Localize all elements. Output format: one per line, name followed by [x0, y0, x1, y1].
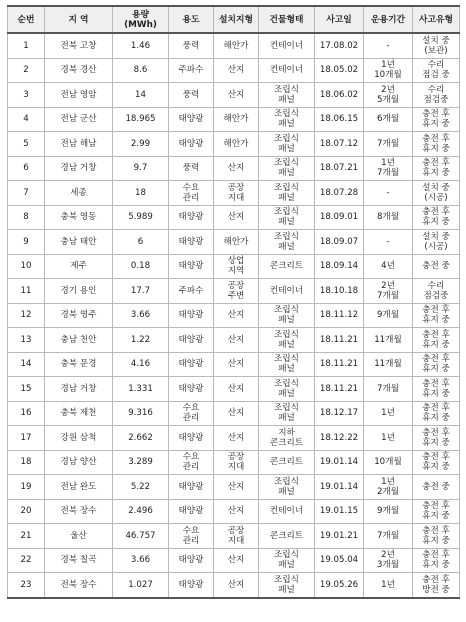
cell-building: 컨테이너 [259, 58, 315, 83]
cell-usage: 태양광 [169, 328, 214, 353]
cell-operation-period: - [364, 230, 413, 255]
ess-accident-table [7, 5, 460, 599]
cell-usage: 태양광 [169, 426, 214, 451]
table-row [8, 107, 460, 132]
cell-accident-type: 충전 후 휴지 중 [413, 377, 460, 402]
cell-usage: 풍력 [169, 33, 214, 58]
cell-accident-date: 18.07.21 [315, 156, 364, 181]
cell-region: 경남 거창 [45, 156, 113, 181]
cell-number: 15 [8, 377, 45, 402]
cell-accident-date: 18.09.14 [315, 254, 364, 279]
cell-capacity: 18 [113, 181, 169, 206]
cell-region: 제주 [45, 254, 113, 279]
cell-operation-period: 6개월 [364, 107, 413, 132]
cell-terrain: 산지 [214, 475, 259, 500]
cell-number: 1 [8, 33, 45, 58]
cell-terrain: 해안가 [214, 230, 259, 255]
table-row [8, 401, 460, 426]
col-header-terrain: 설치지형 [214, 6, 259, 33]
col-header-capacity: 용량 (MWh) [113, 6, 169, 33]
cell-number: 16 [8, 401, 45, 426]
cell-region: 전남 영암 [45, 83, 113, 108]
cell-usage: 태양광 [169, 377, 214, 402]
cell-number: 5 [8, 132, 45, 157]
cell-number: 12 [8, 303, 45, 328]
cell-terrain: 해안가 [214, 33, 259, 58]
cell-operation-period: 1년 7개월 [364, 156, 413, 181]
table-row [8, 156, 460, 181]
cell-number: 18 [8, 450, 45, 475]
cell-building: 조립식 패널 [259, 401, 315, 426]
cell-accident-date: 18.07.28 [315, 181, 364, 206]
cell-terrain: 산지 [214, 426, 259, 451]
cell-building: 조립식 패널 [259, 230, 315, 255]
col-header-usage: 용도 [169, 6, 214, 33]
cell-operation-period: 8개월 [364, 205, 413, 230]
cell-region: 전북 장수 [45, 499, 113, 524]
cell-accident-date: 19.01.21 [315, 524, 364, 549]
cell-capacity: 8.6 [113, 58, 169, 83]
table-row [8, 475, 460, 500]
cell-number: 11 [8, 279, 45, 304]
cell-usage: 태양광 [169, 548, 214, 573]
table-row [8, 377, 460, 402]
cell-accident-date: 18.11.21 [315, 328, 364, 353]
cell-building: 조립식 패널 [259, 328, 315, 353]
cell-accident-type: 충전 중 [413, 475, 460, 500]
cell-terrain: 산지 [214, 303, 259, 328]
cell-region: 충남 천안 [45, 328, 113, 353]
cell-building: 컨테이너 [259, 499, 315, 524]
cell-terrain: 산지 [214, 401, 259, 426]
table-row [8, 279, 460, 304]
cell-accident-date: 18.10.18 [315, 279, 364, 304]
cell-number: 17 [8, 426, 45, 451]
cell-capacity: 3.66 [113, 548, 169, 573]
cell-terrain: 공장 지대 [214, 524, 259, 549]
cell-capacity: 1.22 [113, 328, 169, 353]
cell-building: 컨테이너 [259, 33, 315, 58]
cell-usage: 태양광 [169, 352, 214, 377]
cell-building: 조립식 패널 [259, 107, 315, 132]
cell-building: 콘크리트 [259, 450, 315, 475]
col-header-accident-date: 사고일 [315, 6, 364, 33]
cell-usage: 풍력 [169, 156, 214, 181]
cell-capacity: 0.18 [113, 254, 169, 279]
cell-accident-date: 18.09.01 [315, 205, 364, 230]
cell-operation-period: - [364, 181, 413, 206]
cell-accident-type: 충전 후 휴지 중 [413, 303, 460, 328]
table-row [8, 450, 460, 475]
table-row [8, 573, 460, 598]
cell-terrain: 해안가 [214, 132, 259, 157]
table-row [8, 548, 460, 573]
cell-number: 14 [8, 352, 45, 377]
cell-region: 경북 칠곡 [45, 548, 113, 573]
cell-operation-period: 7개월 [364, 377, 413, 402]
cell-number: 9 [8, 230, 45, 255]
cell-accident-type: 수리 점검중 [413, 279, 460, 304]
cell-operation-period: 9개월 [364, 499, 413, 524]
table-row [8, 58, 460, 83]
cell-accident-type: 충전 후 휴지 중 [413, 156, 460, 181]
cell-accident-type: 충전 후 휴지 중 [413, 205, 460, 230]
table-row [8, 499, 460, 524]
cell-number: 3 [8, 83, 45, 108]
cell-terrain: 해안가 [214, 107, 259, 132]
cell-accident-type: 충전 후 휴지 중 [413, 107, 460, 132]
cell-usage: 풍력 [169, 83, 214, 108]
cell-region: 전남 군산 [45, 107, 113, 132]
cell-capacity: 2.662 [113, 426, 169, 451]
cell-operation-period: 2년 7개월 [364, 279, 413, 304]
cell-region: 울산 [45, 524, 113, 549]
accident-table-container [7, 5, 459, 599]
cell-capacity: 6 [113, 230, 169, 255]
cell-building: 콘크리트 [259, 524, 315, 549]
cell-usage: 주파수 [169, 58, 214, 83]
cell-accident-type: 충전 후 휴지 중 [413, 426, 460, 451]
cell-number: 7 [8, 181, 45, 206]
cell-region: 전북 고창 [45, 33, 113, 58]
cell-usage: 태양광 [169, 303, 214, 328]
cell-region: 경기 용인 [45, 279, 113, 304]
cell-capacity: 5.22 [113, 475, 169, 500]
cell-terrain: 공장 주변 [214, 279, 259, 304]
cell-operation-period: 2년 3개월 [364, 548, 413, 573]
col-header-accident-type: 사고유형 [413, 6, 460, 33]
cell-region: 전남 완도 [45, 475, 113, 500]
cell-region: 충북 영동 [45, 205, 113, 230]
cell-accident-type: 설치 중 (보관) [413, 33, 460, 58]
cell-building: 지하 콘크리트 [259, 426, 315, 451]
table-row [8, 33, 460, 58]
cell-capacity: 1.46 [113, 33, 169, 58]
cell-operation-period: 1년 10개월 [364, 58, 413, 83]
cell-accident-date: 18.06.15 [315, 107, 364, 132]
cell-accident-date: 19.01.14 [315, 450, 364, 475]
cell-terrain: 산지 [214, 83, 259, 108]
cell-number: 19 [8, 475, 45, 500]
cell-usage: 수요 관리 [169, 450, 214, 475]
cell-accident-type: 수리 점검중 [413, 83, 460, 108]
cell-terrain: 산지 [214, 499, 259, 524]
col-header-region: 지 역 [45, 6, 113, 33]
table-row [8, 181, 460, 206]
cell-accident-date: 18.12.22 [315, 426, 364, 451]
cell-operation-period: 7개월 [364, 524, 413, 549]
table-body [8, 33, 460, 598]
cell-building: 조립식 패널 [259, 181, 315, 206]
cell-accident-date: 18.06.02 [315, 83, 364, 108]
cell-building: 조립식 패널 [259, 475, 315, 500]
cell-capacity: 1.331 [113, 377, 169, 402]
cell-region: 경북 경산 [45, 58, 113, 83]
cell-usage: 태양광 [169, 475, 214, 500]
cell-accident-date: 19.01.15 [315, 499, 364, 524]
cell-building: 조립식 패널 [259, 377, 315, 402]
cell-capacity: 14 [113, 83, 169, 108]
cell-building: 컨테이너 [259, 279, 315, 304]
cell-accident-type: 수리 점검 중 [413, 58, 460, 83]
cell-capacity: 9.316 [113, 401, 169, 426]
cell-terrain: 산지 [214, 352, 259, 377]
cell-number: 22 [8, 548, 45, 573]
cell-accident-date: 18.11.21 [315, 352, 364, 377]
cell-terrain: 산지 [214, 573, 259, 598]
cell-operation-period: 1년 [364, 426, 413, 451]
cell-operation-period: 1년 2개월 [364, 475, 413, 500]
cell-capacity: 46.757 [113, 524, 169, 549]
table-row [8, 254, 460, 279]
cell-accident-date: 18.12.17 [315, 401, 364, 426]
cell-number: 20 [8, 499, 45, 524]
cell-building: 콘크리트 [259, 254, 315, 279]
cell-operation-period: 1년 [364, 401, 413, 426]
table-row [8, 328, 460, 353]
table-row [8, 83, 460, 108]
cell-operation-period: 4년 [364, 254, 413, 279]
table-row [8, 205, 460, 230]
cell-region: 충북 문경 [45, 352, 113, 377]
cell-number: 6 [8, 156, 45, 181]
cell-accident-date: 18.05.02 [315, 58, 364, 83]
cell-building: 조립식 패널 [259, 303, 315, 328]
cell-accident-type: 충전 후 휴지 중 [413, 450, 460, 475]
cell-usage: 태양광 [169, 230, 214, 255]
cell-number: 13 [8, 328, 45, 353]
col-header-number: 순번 [8, 6, 45, 33]
cell-accident-type: 충전 후 휴지 중 [413, 132, 460, 157]
table-row [8, 230, 460, 255]
cell-building: 조립식 패널 [259, 205, 315, 230]
cell-operation-period: 2년 5개월 [364, 83, 413, 108]
cell-usage: 태양광 [169, 499, 214, 524]
cell-accident-date: 18.09.07 [315, 230, 364, 255]
cell-usage: 수요 관리 [169, 401, 214, 426]
cell-capacity: 1.027 [113, 573, 169, 598]
cell-operation-period: 11개월 [364, 328, 413, 353]
cell-accident-date: 19.01.14 [315, 475, 364, 500]
cell-usage: 수요 관리 [169, 181, 214, 206]
cell-building: 조립식 패널 [259, 156, 315, 181]
table-row [8, 132, 460, 157]
cell-operation-period: 9개월 [364, 303, 413, 328]
cell-terrain: 산지 [214, 156, 259, 181]
cell-terrain: 공장 지대 [214, 450, 259, 475]
cell-capacity: 4.16 [113, 352, 169, 377]
cell-accident-date: 18.07.12 [315, 132, 364, 157]
cell-region: 충북 제천 [45, 401, 113, 426]
table-row [8, 352, 460, 377]
cell-capacity: 5.989 [113, 205, 169, 230]
cell-operation-period: 1년 [364, 573, 413, 598]
cell-usage: 태양광 [169, 132, 214, 157]
cell-accident-type: 충전 후 휴지 중 [413, 401, 460, 426]
cell-accident-date: 18.11.21 [315, 377, 364, 402]
cell-accident-date: 19.05.04 [315, 548, 364, 573]
cell-region: 강원 삼척 [45, 426, 113, 451]
cell-building: 조립식 패널 [259, 573, 315, 598]
cell-accident-type: 충전 후 휴지 중 [413, 548, 460, 573]
cell-terrain: 산지 [214, 205, 259, 230]
cell-number: 8 [8, 205, 45, 230]
cell-number: 10 [8, 254, 45, 279]
cell-building: 조립식 패널 [259, 548, 315, 573]
cell-operation-period: 10개월 [364, 450, 413, 475]
cell-building: 조립식 패널 [259, 83, 315, 108]
cell-accident-type: 설치 중 (시공) [413, 181, 460, 206]
cell-terrain: 산지 [214, 328, 259, 353]
cell-usage: 태양광 [169, 254, 214, 279]
cell-terrain: 산지 [214, 377, 259, 402]
cell-usage: 수요 관리 [169, 524, 214, 549]
cell-region: 충남 태안 [45, 230, 113, 255]
cell-region: 전북 장수 [45, 573, 113, 598]
cell-terrain: 산지 [214, 58, 259, 83]
cell-operation-period: - [364, 33, 413, 58]
cell-accident-date: 19.05.26 [315, 573, 364, 598]
cell-usage: 태양광 [169, 205, 214, 230]
cell-region: 세종 [45, 181, 113, 206]
table-row [8, 303, 460, 328]
cell-accident-date: 18.11.12 [315, 303, 364, 328]
cell-accident-type: 충전 후 휴지 중 [413, 499, 460, 524]
cell-accident-type: 설치 중 (시공) [413, 230, 460, 255]
cell-terrain: 공장 지대 [214, 181, 259, 206]
cell-accident-date: 17.08.02 [315, 33, 364, 58]
cell-building: 조립식 패널 [259, 132, 315, 157]
table-row [8, 426, 460, 451]
cell-accident-type: 충전 후 휴지 중 [413, 328, 460, 353]
cell-capacity: 3.289 [113, 450, 169, 475]
col-header-operation-period: 운용기간 [364, 6, 413, 33]
cell-region: 경북 영주 [45, 303, 113, 328]
cell-number: 4 [8, 107, 45, 132]
cell-capacity: 3.66 [113, 303, 169, 328]
cell-usage: 태양광 [169, 573, 214, 598]
cell-accident-type: 충전 중 [413, 254, 460, 279]
cell-accident-type: 충전 후 방전 중 [413, 573, 460, 598]
cell-accident-type: 충전 후 휴지 중 [413, 352, 460, 377]
cell-region: 전남 해남 [45, 132, 113, 157]
cell-operation-period: 7개월 [364, 132, 413, 157]
cell-usage: 태양광 [169, 107, 214, 132]
cell-capacity: 2.496 [113, 499, 169, 524]
col-header-building: 건물형태 [259, 6, 315, 33]
cell-building: 조립식 패널 [259, 352, 315, 377]
cell-number: 23 [8, 573, 45, 598]
cell-number: 21 [8, 524, 45, 549]
cell-region: 경남 거창 [45, 377, 113, 402]
cell-capacity: 18.965 [113, 107, 169, 132]
cell-region: 경남 양산 [45, 450, 113, 475]
cell-terrain: 상업 지역 [214, 254, 259, 279]
cell-capacity: 17.7 [113, 279, 169, 304]
cell-capacity: 9.7 [113, 156, 169, 181]
cell-capacity: 2.99 [113, 132, 169, 157]
cell-accident-type: 충전 후 휴지 중 [413, 524, 460, 549]
cell-number: 2 [8, 58, 45, 83]
table-row [8, 524, 460, 549]
cell-terrain: 산지 [214, 548, 259, 573]
cell-operation-period: 11개월 [364, 352, 413, 377]
cell-usage: 주파수 [169, 279, 214, 304]
table-header-row [8, 6, 460, 33]
